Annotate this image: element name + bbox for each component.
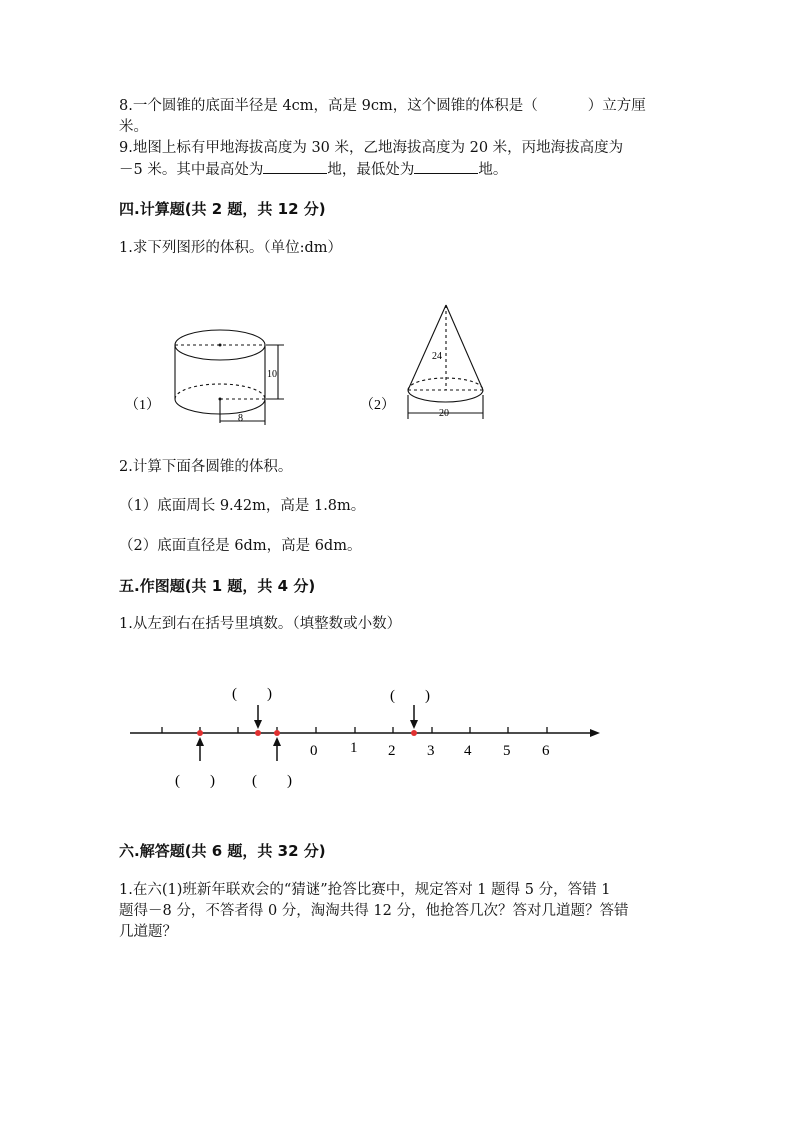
tick-label-5: 5 (503, 743, 511, 759)
cylinder-bottom-center (219, 398, 222, 401)
section-6-title: 六.解答题(共 6 题，共 32 分) (119, 842, 326, 860)
tick-label-6: 6 (542, 743, 550, 759)
q9-line2-c: 地。 (478, 162, 508, 178)
answer-blank (263, 159, 327, 174)
bracket-bottom-1: ( ) (175, 773, 215, 789)
s6-question-1 (119, 880, 679, 943)
figure-1-label: （1） (125, 398, 160, 413)
cylinder-radius-label: 8 (238, 413, 243, 424)
s4-question-1: 1.求下列图形的体积。（单位:dm） (119, 240, 343, 256)
number-line (120, 675, 610, 800)
number-line-arrowhead (590, 729, 600, 737)
q8-text-b: ）立方厘 (587, 98, 646, 114)
bracket-top-1: ( ) (232, 686, 272, 702)
s4-question-2-item-2: （2）底面直径是 6dm，高是 6dm。 (119, 538, 362, 554)
section-4-title: 四.计算题(共 2 题，共 12 分) (119, 200, 326, 218)
question-9 (119, 138, 679, 181)
q9-line1: 9.地图上标有甲地海拔高度为 30 米，乙地海拔高度为 20 米，丙地海拔高度为 (119, 140, 624, 156)
section-5-title: 五.作图题(共 1 题，共 4 分) (119, 577, 316, 595)
point-b (255, 730, 261, 736)
s6q1-line2: 题得－8 分，不答者得 0 分，淘淘共得 12 分，他抢答几次？答对几道题？答错 (119, 903, 629, 919)
cone-diameter-label: 20 (439, 408, 449, 419)
cone-figure (408, 305, 483, 419)
s5-question-1: 1.从左到右在括号里填数。（填整数或小数） (119, 616, 402, 632)
s4-question-2: 2.计算下面各圆锥的体积。 (119, 459, 293, 475)
s6q1-line3: 几道题？ (119, 924, 177, 940)
q8-text-a: 8.一个圆锥的底面半径是 4cm，高是 9cm，这个圆锥的体积是（ (119, 98, 538, 114)
point-c (274, 730, 280, 736)
point-d (411, 730, 417, 736)
q8-text-c: 米。 (119, 119, 148, 135)
s6q1-line1: 1.在六(1)班新年联欢会的“猜谜”抢答比赛中，规定答对 1 题得 5 分，答错 1 (119, 882, 611, 898)
s4-question-2-item-1: （1）底面周长 9.42m，高是 1.8m。 (119, 498, 366, 514)
figure-2-label: （2） (360, 398, 395, 413)
number-line-ticks (162, 727, 547, 733)
cylinder-height-label: 10 (267, 369, 277, 380)
point-a (197, 730, 203, 736)
tick-label-1: 1 (350, 740, 358, 756)
number-line-labels (310, 740, 550, 759)
tick-label-4: 4 (464, 743, 472, 759)
answer-brackets (175, 686, 430, 789)
q9-line2-a: －5 米。其中最高处为 (119, 162, 264, 178)
arrows-down (254, 705, 418, 729)
cone-height-label: 24 (432, 351, 442, 362)
tick-label-0: 0 (310, 743, 318, 759)
q9-line2-b: 地，最低处为 (327, 162, 415, 178)
bracket-bottom-2: ( ) (252, 773, 292, 789)
cylinder-top-center (219, 344, 222, 347)
tick-label-2: 2 (388, 743, 396, 759)
bracket-top-2: ( ) (390, 688, 430, 704)
geometry-figures (110, 295, 510, 435)
answer-blank (414, 159, 478, 174)
arrows-up (196, 737, 281, 761)
tick-label-3: 3 (427, 743, 435, 759)
question-8 (119, 96, 679, 138)
